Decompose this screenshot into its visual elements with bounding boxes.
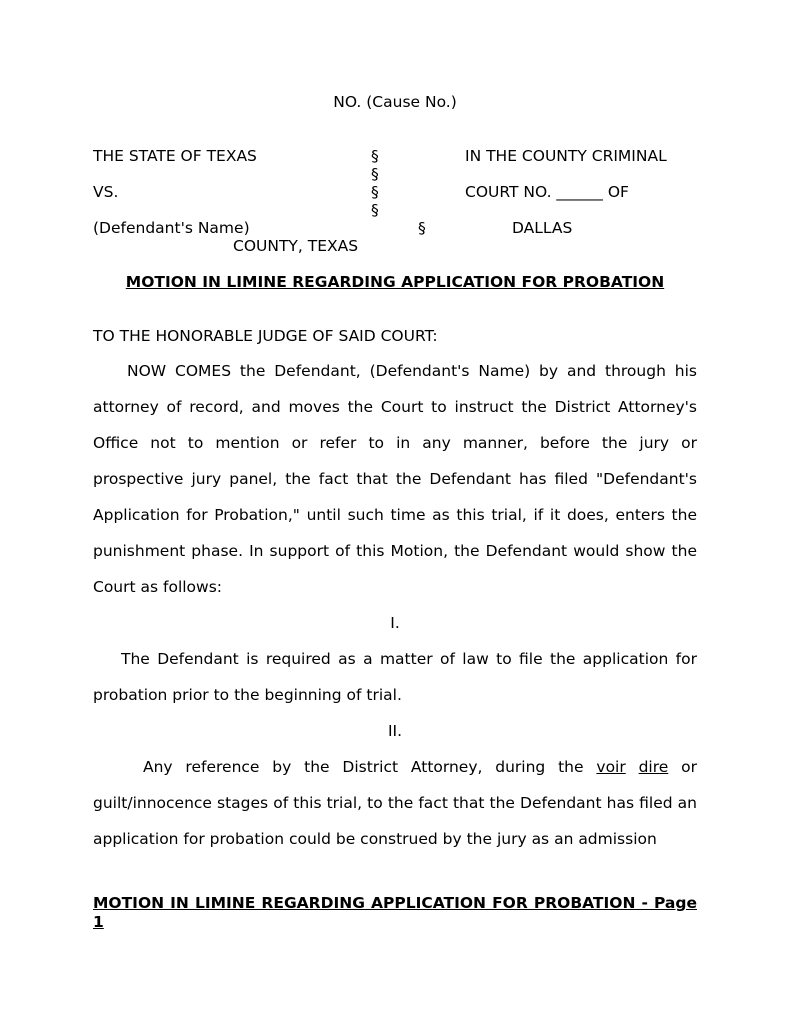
section-symbol: § [371,201,379,219]
section-heading-1: I. [390,614,400,632]
document-title: MOTION IN LIMINE REGARDING APPLICATION FOR PROBATION [125,273,665,291]
section-symbol: § [371,147,379,165]
page-footer: MOTION IN LIMINE REGARDING APPLICATION FOR PROBATION - Page 1 [93,894,697,931]
caption-party-state: THE STATE OF TEXAS [93,147,257,165]
caption-court-line-2: COURT NO. ______ OF [465,183,629,201]
salutation: TO THE HONORABLE JUDGE OF SAID COURT: [93,327,438,345]
cause-number: NO. (Cause No.) [333,93,457,111]
paragraph-text: Any reference by the District Attorney, during the [143,758,597,776]
term-voir: voir [596,758,626,776]
section-symbol: § [418,219,426,237]
paragraph-requirement: The Defendant is required as a matter of law to file the application for probation prior to the beginning of trial. [93,650,697,704]
paragraph-text: or guilt/innocence stages of this trial, to the fact that the Defendant has filed an application for probation could be construed by the jury as an admission [93,758,697,848]
section-symbol: § [371,165,379,183]
paragraph-motion: NOW COMES the Defendant, (Defendant's Name) by and through his attorney of record, and moves the Court to instruct the District Attorney's Office not to mention or refer to in any manner, before the jury or prospective jury panel, the fact that the Defendant has filed "Defendant's Application for Probation," until such time as this trial, if it does, enters the punishment phase. In support of this Motion, the Defendant would show the Court as follows: [93,362,697,596]
section-symbol: § [371,183,379,201]
caption-county-state: COUNTY, TEXAS [233,237,359,255]
caption-versus: VS. [93,183,119,201]
section-heading-2: II. [387,722,403,740]
term-dire: dire [638,758,669,776]
caption-county-name: DALLAS [512,219,573,237]
caption-defendant: (Defendant's Name) [93,219,250,237]
caption-court-line-1: IN THE COUNTY CRIMINAL [465,147,667,165]
paragraph-reference [93,749,697,857]
